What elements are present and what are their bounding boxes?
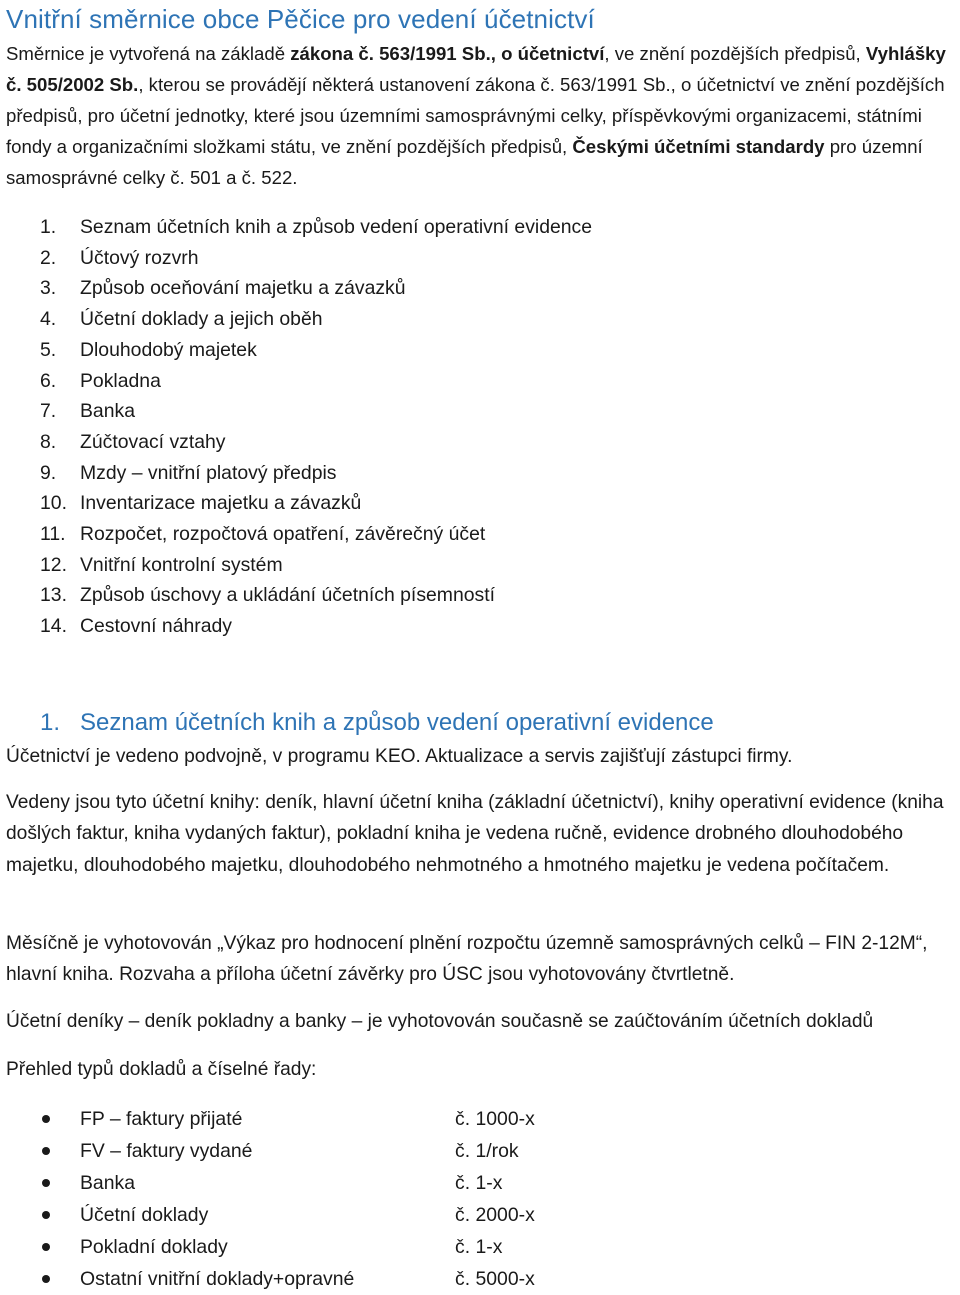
table-of-contents — [0, 212, 900, 642]
doc-type-series: č. 5000-x — [455, 1268, 535, 1290]
section-paragraph-monthly-reports: Měsíčně je vyhotovován „Výkaz pro hodnocení plnění rozpočtu územně samosprávných celků – FIN 2-12M“, hlavní kniha. Rozvaha a příloha účetní závěrky pro ÚSC jsou vyhotovovány čtvrtletně. — [6, 933, 928, 986]
toc-item — [0, 366, 900, 397]
toc-item-number: 1. — [40, 216, 57, 238]
toc-item-label: Účetní doklady a jejich oběh — [80, 308, 323, 331]
toc-item — [0, 335, 900, 366]
intro-decree-reference: Vyhlášky č. 505/2002 Sb. — [6, 43, 946, 95]
toc-item — [0, 396, 900, 427]
toc-item-label: Vnitřní kontrolní systém — [80, 553, 283, 576]
document-types-list — [0, 1103, 900, 1295]
toc-item-number: 9. — [40, 461, 57, 484]
intro-text-1: Směrnice je vytvořená na základě — [6, 43, 291, 64]
toc-item-number: 4. — [40, 308, 57, 331]
toc-item-label: Způsob oceňování majetku a závazků — [80, 277, 406, 300]
document-title: Vnitřní směrnice obce Pěčice pro vedení účetnictví — [6, 4, 595, 34]
intro-paragraph — [6, 38, 956, 193]
toc-item-number: 7. — [40, 400, 57, 423]
doc-type-name: FV – faktury vydané — [80, 1140, 253, 1162]
toc-item-number: 14. — [40, 615, 67, 638]
list-item — [0, 1167, 900, 1199]
toc-item-label: Způsob úschovy a ukládání účetních písemností — [80, 584, 495, 607]
section-heading — [40, 705, 940, 741]
toc-item-number: 8. — [40, 430, 57, 453]
toc-item-label: Rozpočet, rozpočtová opatření, závěrečný účet — [80, 523, 486, 546]
doc-type-name: Pokladní doklady — [80, 1236, 228, 1258]
section-paragraph-accounting-method: Účetnictví je vedeno podvojně, v programu KEO. Aktualizace a servis zajišťují zástupci firmy. — [6, 746, 793, 767]
intro-law-reference: zákona č. 563/1991 Sb., o účetnictví — [290, 43, 605, 64]
toc-item — [0, 488, 900, 519]
section-paragraph-account-books: Vedeny jsou tyto účetní knihy: deník, hlavní účetní kniha (základní účetnictví), knihy operativní evidence (kniha došlých faktur, kniha vydaných faktur), pokladní kniha je vedena ručně, evidence drobného dlouhodobého majetku, dlouhodobého majetku, dlouhodobého nehmotného a hmotného majetku je vedena počítačem. — [6, 792, 944, 876]
toc-item — [0, 427, 900, 458]
bullet-icon — [42, 1243, 50, 1251]
toc-item — [0, 243, 900, 274]
toc-item — [0, 550, 900, 581]
toc-item-number: 13. — [40, 584, 67, 607]
section-paragraph-doc-types-intro: Přehled typů dokladů a číselné řady: — [6, 1059, 317, 1080]
list-item — [0, 1135, 900, 1167]
toc-item-number: 3. — [40, 277, 57, 300]
toc-item-number: 6. — [40, 369, 57, 392]
toc-item-number: 2. — [40, 246, 57, 269]
intro-text-3: , kterou se provádějí některá ustanovení zákona č. 563/1991 Sb., o účetnictví ve znění pozdějších předpisů, pro účetní jednotky, které jsou územními samosprávnými celky, příspěvkovými organizacemi, státními fondy a organizačními složkami státu, ve znění pozdějších předpisů, — [6, 74, 945, 157]
doc-type-series: č. 1/rok — [455, 1140, 519, 1162]
doc-type-name: Ostatní vnitřní doklady+opravné — [80, 1268, 355, 1290]
section-heading-label: Seznam účetních knih a způsob vedení operativní evidence — [80, 709, 714, 736]
list-item — [0, 1103, 900, 1135]
toc-item — [0, 580, 900, 611]
section-paragraph-journals: Účetní deníky – deník pokladny a banky – je vyhotovován současně se zaúčtováním účetních dokladů — [6, 1011, 874, 1032]
intro-standards-reference: Českými účetními standardy — [572, 136, 825, 157]
doc-type-name: FP – faktury přijaté — [80, 1108, 243, 1130]
toc-item — [0, 212, 900, 243]
list-item — [0, 1263, 900, 1295]
bullet-icon — [42, 1179, 50, 1187]
toc-item-label: Inventarizace majetku a závazků — [80, 492, 362, 515]
doc-type-name: Účetní doklady — [80, 1204, 209, 1226]
bullet-icon — [42, 1211, 50, 1219]
doc-type-series: č. 1-x — [455, 1236, 503, 1258]
toc-item-number: 12. — [40, 553, 67, 576]
toc-item-label: Cestovní náhrady — [80, 615, 232, 638]
doc-type-series: č. 2000-x — [455, 1204, 535, 1226]
doc-type-series: č. 1000-x — [455, 1108, 535, 1130]
toc-item — [0, 519, 900, 550]
toc-item-label: Mzdy – vnitřní platový předpis — [80, 461, 337, 484]
toc-item-label: Dlouhodobý majetek — [80, 338, 257, 361]
toc-item-label: Účtový rozvrh — [80, 246, 199, 269]
toc-item — [0, 611, 900, 642]
intro-text-4: pro územní samosprávné celky č. 501 a č. 522. — [6, 136, 923, 188]
toc-item-label: Seznam účetních knih a způsob vedení operativní evidence — [80, 216, 593, 238]
toc-item-label: Pokladna — [80, 369, 161, 392]
toc-item — [0, 458, 900, 489]
bullet-icon — [42, 1147, 50, 1155]
toc-item — [0, 304, 900, 335]
toc-item — [0, 273, 900, 304]
intro-text-2: , ve znění pozdějších předpisů, — [604, 43, 866, 64]
toc-item-number: 5. — [40, 338, 57, 361]
doc-type-series: č. 1-x — [455, 1172, 503, 1194]
toc-item-label: Zúčtovací vztahy — [80, 430, 226, 453]
section-heading-number: 1. — [40, 709, 61, 736]
list-item — [0, 1231, 900, 1263]
toc-item-number: 11. — [40, 523, 66, 546]
toc-item-number: 10. — [40, 492, 67, 515]
bullet-icon — [42, 1115, 50, 1123]
toc-item-label: Banka — [80, 400, 135, 423]
bullet-icon — [42, 1275, 50, 1283]
list-item — [0, 1199, 900, 1231]
doc-type-name: Banka — [80, 1172, 135, 1194]
